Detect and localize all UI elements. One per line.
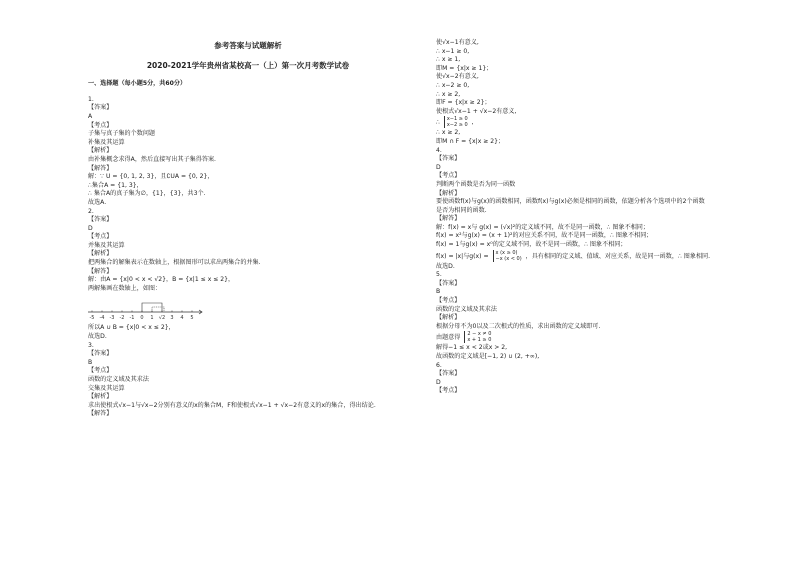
text-line: 【答案】	[88, 350, 113, 358]
text-line: 【答案】	[88, 104, 113, 112]
number-line-tick-label: 1	[150, 315, 154, 322]
number-line-tick-label: -5	[89, 315, 95, 322]
text-line: 【考点】	[88, 121, 113, 129]
text-line: 把两集合的解集表示在数轴上，根据图形可以求出两集合的并集.	[88, 259, 261, 267]
text-line: 由补集概念求得A，然后直接写出其子集得答案.	[88, 155, 216, 163]
text-line: 【考点】	[436, 172, 461, 180]
text-line: 解：∵ U = {0, 1, 2, 3}，且∁UA = {0, 2}，	[88, 173, 214, 181]
text-line: 子集与真子集的个数问题	[88, 130, 156, 138]
text-line: 故选A.	[88, 198, 107, 206]
system-inequality-2	[436, 331, 766, 344]
text-line: ∴ x−1 ≥ 0,	[436, 47, 470, 55]
text-line: ∴ x ≥ 1,	[436, 56, 461, 64]
right-column	[436, 39, 766, 396]
text-line: 【解析】	[88, 393, 113, 401]
system-brace	[444, 116, 468, 128]
text-line: 解得−1 ≤ x < 2或x > 2,	[436, 344, 508, 352]
text-line: ∴ x ≥ 2,	[436, 129, 461, 137]
text-line: 要使函数f(x)与g(x)的函数相同，函数f(x)与g(x)必须是相同的函数，依题分析各个选项中的2个函数	[436, 198, 705, 206]
number-line-tick-label: 0	[140, 315, 144, 322]
text-line: 5.	[436, 271, 442, 279]
text-line: D	[436, 163, 441, 171]
text-line: 【解析】	[88, 250, 113, 258]
text-line: 故函数的定义域是[−1, 2) ∪ (2, +∞),	[436, 353, 540, 360]
system-inequality	[436, 116, 766, 129]
system2-row-2: x + 1 ≥ 0	[467, 337, 492, 344]
text-line: 【解答】	[88, 410, 113, 418]
text-line: ∴集合A = {1, 3}，	[88, 181, 143, 189]
text-line: 【解答】	[88, 267, 113, 275]
text-line: 故选D.	[436, 262, 455, 270]
right-text-block-2	[436, 129, 766, 249]
text-line: 【答案】	[436, 279, 461, 287]
text-line: 即M ∩ F = {x|x ≥ 2}；	[436, 137, 505, 145]
left-text-block-1	[88, 96, 408, 294]
left-column	[88, 42, 408, 419]
right-text-block-3	[436, 263, 766, 332]
number-line-tick-label: 3	[170, 315, 174, 322]
text-line: 使√x−1有意义,	[436, 39, 479, 46]
system-suffix: ,	[471, 119, 474, 127]
text-line: D	[436, 378, 441, 386]
number-line-figure	[88, 294, 408, 322]
text-line: 根据分母不为0以及二次根式的性质，求出函数的定义域即可.	[436, 322, 601, 330]
text-line: 求出使根式√x−1与√x−2分别有意义的x的集合M，F和使根式√x−1 + √x−2有意义的x的集合，得出结论.	[88, 401, 376, 409]
text-line: ∴ x ≥ 2,	[436, 90, 461, 98]
text-line: 【解析】	[436, 189, 461, 197]
number-line-tick-label: -1	[129, 315, 135, 322]
number-line-tick-label: 5	[190, 315, 194, 322]
text-line: 【解答】	[88, 164, 113, 172]
text-line: D	[88, 224, 93, 232]
document-title: 参考答案与试题解析	[214, 41, 282, 50]
text-line: 3.	[88, 341, 94, 349]
document-subtitle: 2020-2021学年贵州省某校高一（上）第一次月考数学试卷	[146, 60, 350, 70]
text-line: 两解集画在数轴上，如图：	[88, 284, 162, 292]
text-line: 4.	[436, 146, 442, 154]
text-line: 即M = {x|x ≥ 1}；	[436, 64, 493, 72]
text-line: 解：由A = {x|0 < x < √2}，B = {x|1 ≤ x ≤ 2}，	[88, 276, 235, 284]
text-line: A	[88, 112, 93, 120]
text-line: 判断两个函数是否为同一函数	[436, 180, 516, 188]
text-line: 补集及其运算	[88, 138, 125, 146]
system-row-2: x−2 ≥ 0	[446, 122, 468, 129]
text-line: 是否为相同的函数.	[436, 206, 487, 214]
text-line: 【答案】	[436, 370, 461, 378]
system2-row-1: 2 − x ≠ 0	[467, 331, 492, 338]
system2-prefix: 由题意得	[436, 334, 461, 342]
text-line: 【解析】	[88, 147, 113, 155]
text-line: 【考点】	[88, 367, 113, 375]
number-line-tick-label: -2	[119, 315, 125, 322]
text-line: 【解答】	[436, 215, 461, 223]
text-line: 【解析】	[436, 314, 461, 322]
system-row-1: x−1 ≥ 0	[446, 116, 468, 123]
number-line-svg	[88, 294, 208, 322]
text-line: 6.	[436, 361, 442, 369]
text-line: 【考点】	[436, 387, 461, 395]
text-line: 使根式√x−1 + √x−2有意义,	[436, 107, 517, 115]
text-line: f(x) = 1与g(x) = x⁰的定义域不同，故不是同一函数，∴ 图象不相同；	[436, 241, 627, 249]
text-line: 【考点】	[436, 297, 461, 305]
text-line: 2.	[88, 207, 94, 215]
text-line: 【考点】	[88, 233, 113, 241]
text-line: 【答案】	[88, 216, 113, 224]
text-line: 【答案】	[436, 155, 461, 163]
text-line: 交集及其运算	[88, 384, 125, 392]
right-text-block-1	[436, 39, 766, 116]
text-line: 并集及其运算	[88, 241, 125, 249]
system-prefix: ∴	[436, 119, 440, 127]
text-line: ∴ 集合A的真子集为∅，{1}，{3}，共3个.	[88, 190, 206, 198]
right-text-block-4	[436, 344, 766, 396]
number-line-tick-label: 4	[180, 315, 184, 322]
text-line: 函数的定义域及其求法	[436, 305, 497, 313]
piecewise-row-2: −x (x < 0)	[495, 255, 522, 262]
text-line: B	[436, 288, 441, 296]
piecewise-row-1: x (x ≥ 0)	[495, 249, 518, 256]
left-text-block-2	[88, 324, 408, 419]
text-line: 1.	[88, 95, 94, 103]
text-line: B	[88, 358, 93, 366]
number-line-tick-label: -4	[99, 315, 105, 322]
text-line: 即F = {x|x ≥ 2}；	[436, 99, 491, 107]
piecewise-prefix: f(x) = |x|与g(x) =	[436, 252, 489, 260]
number-line-tick-label: -3	[109, 315, 115, 322]
text-line: ∴ x−2 ≥ 0,	[436, 81, 470, 89]
text-line: 故选D.	[88, 333, 107, 341]
system2-brace	[464, 331, 491, 343]
number-line-tick-label: √2	[158, 315, 166, 322]
section-heading: 一、选择题（每小题5分，共60分）	[88, 80, 187, 88]
piecewise-line	[436, 250, 766, 263]
text-line: 函数的定义域及其求法	[88, 376, 149, 383]
text-line: 解：f(x) = x与 g(x) = (√x)²的定义域不同，故不是同一函数，∴ 图象不相同；	[436, 223, 649, 231]
text-line: 所以A ∪ B = {x|0 < x ≤ 2}，	[88, 324, 175, 332]
piecewise-brace	[493, 250, 522, 262]
text-line: 使√x−2有意义,	[436, 73, 479, 81]
piecewise-suffix: ，具有相同的定义域、值域、对应关系，故是同一函数，∴ 图象相同.	[525, 252, 711, 260]
text-line: f(x) = x²与g(x) = (x + 1)²的对应关系不同，故不是同一函数，∴ 图象不相同；	[436, 232, 653, 240]
